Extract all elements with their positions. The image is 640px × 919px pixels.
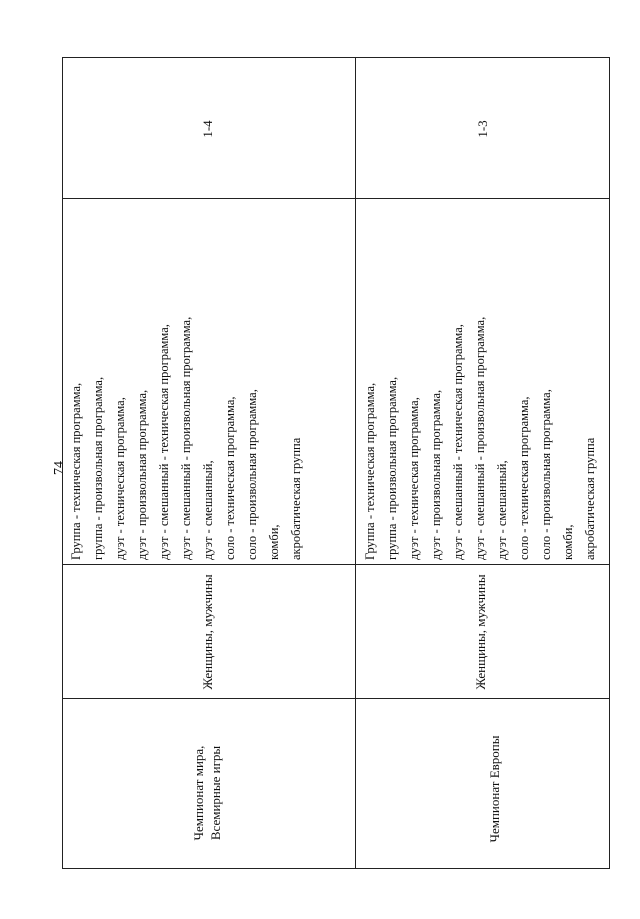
column-divider-places <box>63 198 609 199</box>
list-item: дуэт - техническая программа, <box>407 397 421 560</box>
list-item: дуэт - смешанный, <box>201 460 215 560</box>
column-divider-programs <box>63 698 609 699</box>
list-item: акробатическая группа <box>289 437 303 560</box>
list-item: дуэт - смешанный - произвольная программа, <box>473 316 487 560</box>
list-item: Группа - техническая программа, <box>69 382 83 560</box>
list-item: Группа - техническая программа, <box>363 382 377 560</box>
page-number: 74 <box>52 461 67 475</box>
list-item: группа - произвольная программа, <box>385 376 399 560</box>
row1-programs <box>65 317 307 560</box>
row2-participants: Женщины, мужчины <box>473 574 488 690</box>
column-divider-participants <box>63 564 609 565</box>
row1-competition-line1: Чемпионат мира, <box>191 745 206 841</box>
list-item: дуэт - смешанный - техническая программа, <box>157 324 171 560</box>
list-item: комби, <box>267 524 281 560</box>
list-item: дуэт - произвольная программа, <box>135 389 149 560</box>
row-divider <box>355 58 356 868</box>
list-item: соло - произвольная программа, <box>539 389 553 560</box>
list-item: соло - произвольная программа, <box>245 389 259 560</box>
list-item: дуэт - смешанный - произвольная программа, <box>179 316 193 560</box>
list-item: акробатическая группа <box>583 437 597 560</box>
row1-competition <box>190 713 226 873</box>
list-item: дуэт - смешанный, <box>495 460 509 560</box>
list-item: соло - техническая программа, <box>517 396 531 560</box>
results-table <box>62 57 610 869</box>
row2-programs <box>359 317 601 560</box>
row1-places: 1-4 <box>200 120 215 138</box>
list-item: группа - произвольная программа, <box>91 376 105 560</box>
list-item: дуэт - произвольная программа, <box>429 389 443 560</box>
row1-competition-line2: Всемирные игры <box>208 745 223 841</box>
list-item: дуэт - техническая программа, <box>113 397 127 560</box>
row2-places: 1-3 <box>475 120 490 138</box>
row2-competition-line1: Чемпионат Европы <box>487 735 502 843</box>
row2-competition <box>486 709 504 869</box>
list-item: дуэт - смешанный - техническая программа, <box>451 324 465 560</box>
list-item: соло - техническая программа, <box>223 396 237 560</box>
list-item: комби, <box>561 524 575 560</box>
row1-participants: Женщины, мужчины <box>200 574 215 690</box>
